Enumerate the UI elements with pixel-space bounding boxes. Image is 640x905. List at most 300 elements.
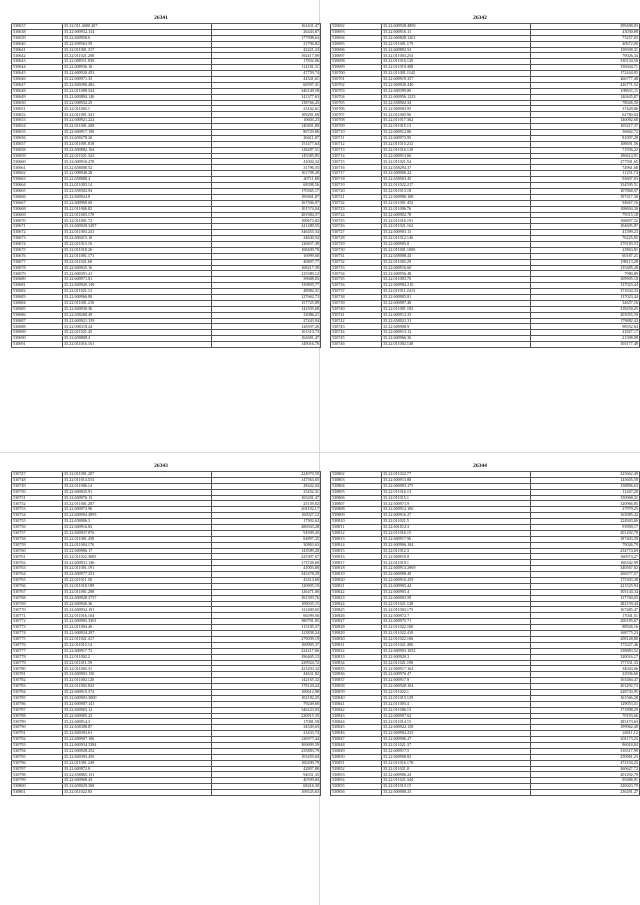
row-number-cell: 530668 [12,206,63,212]
cadastral-number-cell: 35.22.600916.11 [382,29,531,35]
row-number-cell: 530842 [331,707,382,713]
cadastral-number-cell: 35.22.011021.406 [382,642,531,648]
cadastral-number-cell: 35.22.600921.222 [63,118,212,124]
value-cell: 177331,33 [531,660,640,666]
row-number-cell: 530822 [331,589,382,595]
value-cell: 137760,03 [531,595,640,601]
value-cell: 162431,47 [212,24,321,30]
row-number-cell: 530675 [12,247,63,253]
value-cell: 173726,60 [212,560,321,566]
row-number-cell: 530649 [12,94,63,100]
value-cell: 104695,87 [531,224,640,230]
row-number-cell: 530661 [12,165,63,171]
row-number-cell: 530674 [12,241,63,247]
row-number-cell: 530689 [12,330,63,336]
cadastral-number-cell: 35.22.600906.17 [63,548,212,554]
row-number-cell: 530804 [331,483,382,489]
value-cell: 171898,29 [531,707,640,713]
row-number-cell: 530839 [331,689,382,695]
row-number-cell: 530819 [331,572,382,578]
cadastral-number-cell: 35.22.011014.533 [63,477,212,483]
row-number-cell: 530844 [331,719,382,725]
value-cell: 369699,59 [212,742,321,748]
row-number-cell: 530759 [12,542,63,548]
row-number-cell: 530838 [331,684,382,690]
row-number-cell: 530664 [12,183,63,189]
cadastral-number-cell: 35.22.011001.1142 [382,71,531,77]
row-number-cell: 530713 [331,147,382,153]
cadastral-number-cell: 35.22.600908.23 [382,790,531,796]
value-cell: 346149,58 [212,88,321,94]
cadastral-number-cell: 35.22.011016.191 [382,218,531,224]
row-number-cell: 530776 [12,642,63,648]
row-number-cell: 530833 [331,654,382,660]
value-cell: 230023,79 [531,784,640,790]
row-number-cell: 530780 [12,666,63,672]
cadastral-number-cell: 35.22.011019.408 [382,65,531,71]
row-number-cell: 530778 [12,654,63,660]
value-cell: 192417,09 [212,53,321,59]
page-title: 26341 [154,15,168,21]
value-cell: 163985,42 [531,513,640,519]
row-number-cell: 530641 [12,47,63,53]
cadastral-number-cell: 35.22.600913.2969 [382,566,531,572]
value-cell: 42807,80 [212,766,321,772]
value-cell: 34657,16 [531,300,640,306]
cadastral-number-cell: 35.22.011001.182 [382,306,531,312]
cadastral-number-cell: 35.22.600916.82 [63,525,212,531]
table-row [331,790,640,796]
row-number-cell: 530650 [12,100,63,106]
value-cell: 23433,74 [212,731,321,737]
row-number-cell: 530800 [12,784,63,790]
row-number-cell: 530827 [331,619,382,625]
value-cell: 151477,64 [212,141,321,147]
row-number-cell: 530766 [12,583,63,589]
row-number-cell: 530701 [331,77,382,83]
value-cell: 27979,25 [531,507,640,513]
row-number-cell: 530789 [12,719,63,725]
row-number-cell: 530638 [12,29,63,35]
cadastral-number-cell: 35.22.011003.4 [382,701,531,707]
value-cell: 44631,82 [212,672,321,678]
cadastral-number-cell: 35.22.011018.189 [63,583,212,589]
value-cell: 126597,26 [212,324,321,330]
cadastral-number-cell: 35.22.011019.1 [382,560,531,566]
value-cell: 170365,17 [212,188,321,194]
row-number-cell: 530820 [331,578,382,584]
cadastral-number-cell: 35.22.600926.36 [63,601,212,607]
cadastral-number-cell: 35.22.008946.28 [63,171,212,177]
row-number-cell: 530774 [12,631,63,637]
row-number-cell: 530856 [331,790,382,796]
value-cell: 39688,83 [212,277,321,283]
value-cell: 173327,46 [531,642,640,648]
value-cell: 11267,20 [531,489,640,495]
cadastral-number-cell: 35.22.011016.13 [382,489,531,495]
row-number-cell: 530807 [331,501,382,507]
row-number-cell: 530711 [331,135,382,141]
cadastral-number-cell: 35.22.600391.41 [63,271,212,277]
row-number-cell: 530717 [331,171,382,177]
row-number-cell: 530741 [331,312,382,318]
value-cell: 391393,76 [212,595,321,601]
row-number-cell: 530785 [12,695,63,701]
value-cell: 31796,82 [212,41,321,47]
value-cell: 86018,04 [531,742,640,748]
cadastral-number-cell: 35.22.011001.207 [63,501,212,507]
cadastral-number-cell: 35.22.600919.357 [382,77,531,83]
value-cell: 76225,95 [531,236,640,242]
row-number-cell: 530775 [12,636,63,642]
row-number-cell: 530798 [12,772,63,778]
cadastral-number-cell: 35.22.658029.368 [63,784,212,790]
cadastral-number-cell: 35.22.600907.62 [382,713,531,719]
value-cell: 102182,25 [212,695,321,701]
row-number-cell: 530782 [12,678,63,684]
value-cell: 320016,17 [531,654,640,660]
cadastral-number-cell: 35.22.600932.191 [63,607,212,613]
row-number-cell: 530648 [12,88,63,94]
page-26342 [330,14,638,348]
row-number-cell: 530722 [331,200,382,206]
row-number-cell: 530669 [12,212,63,218]
row-number-cell: 530708 [331,118,382,124]
value-cell: 98552,64 [531,324,640,330]
value-cell: 123838,24 [212,631,321,637]
cadastral-number-cell: 35.22.011001.171 [63,253,212,259]
value-cell: 101574,04 [212,206,321,212]
value-cell: 41004,32 [212,159,321,165]
cadastral-number-cell: 35.22.600928.3757 [63,595,212,601]
cadastral-number-cell: 35.22.658563.45 [382,177,531,183]
row-number-cell: 530730 [331,247,382,253]
value-cell: 236291,27 [531,790,640,796]
cadastral-number-cell: 35.22.600917.5 [382,748,531,754]
row-number-cell: 530773 [12,625,63,631]
value-cell: 40711,80 [212,177,321,183]
cadastral-number-cell: 35.22.600904.4895 [63,513,212,519]
row-number-cell: 530794 [12,748,63,754]
cadastral-number-cell: 35.22.600956.48 [382,271,531,277]
cadastral-number-cell: 35.22.658268.49 [63,312,212,318]
cadastral-number-cell: 35.22.600921.159 [63,318,212,324]
page-title: 26344 [473,463,487,469]
value-cell: 115185,37 [212,625,321,631]
cadastral-number-cell: 35.22.600396.482 [63,82,212,88]
value-cell: 279039,19 [212,636,321,642]
value-cell: 27443,94 [212,318,321,324]
value-cell: 40411,87 [212,135,321,141]
row-number-cell: 530647 [12,82,63,88]
row-number-cell: 530828 [331,625,382,631]
cadastral-number-cell: 35.22.600905.81 [382,294,531,300]
value-cell: 100290,79 [212,760,321,766]
value-cell: 162681,47 [212,336,321,342]
value-cell: 36602,72 [531,130,640,136]
value-cell: 161566,28 [531,695,640,701]
cadastral-number-cell: 35.22.011021.54 [382,159,531,165]
value-cell: 224943,60 [531,519,640,525]
cadastral-number-cell: 35.22.011003.241 [63,230,212,236]
value-cell: 48982,31 [212,289,321,295]
value-cell: 145585,85 [212,153,321,159]
cadastral-number-cell: 35.22.011003.76 [382,277,531,283]
value-cell: 346455,54 [212,230,321,236]
cadastral-number-cell: 35.22.011017.362 [382,118,531,124]
cadastral-number-cell: 35.22.011002.2 [63,654,212,660]
value-cell: 23863,81 [531,247,640,253]
value-cell: 121400,65 [212,607,321,613]
cadastral-number-cell: 35.22.600977.251 [63,572,212,578]
value-cell: 129053,51 [531,701,640,707]
cadastral-number-cell: 35.22.011022.410 [382,631,531,637]
cadastral-number-cell: 35.22.600931.146 [63,560,212,566]
cadastral-number-cell: 35.22.008936.16 [63,65,212,71]
cadastral-number-cell: 35.22.011001.249 [63,760,212,766]
cadastral-number-cell: 35.22.011012.146 [382,236,531,242]
cadastral-number-cell: 35.22.011021.60 [63,259,212,265]
row-number-cell: 530690 [12,336,63,342]
row-number-cell: 530665 [12,188,63,194]
row-number-cell: 530691 [12,342,63,348]
cadastral-number-cell: 35.22.600922.158 [382,725,531,731]
value-cell: 101798,29 [212,171,321,177]
row-number-cell: 530733 [331,265,382,271]
value-cell: 201173,25 [531,737,640,743]
row-number-cell: 530851 [331,760,382,766]
cadastral-number-cell: 35.22.600903.12 [63,707,212,713]
row-number-cell: 530770 [12,607,63,613]
value-cell: 21827,17 [531,330,640,336]
cadastral-number-cell: 35.22.011016.120 [382,59,531,65]
row-number-cell: 530784 [12,689,63,695]
cadastral-number-cell: 35.22.600907.40 [382,300,531,306]
row-number-cell: 530835 [331,666,382,672]
row-number-cell: 530705 [331,100,382,106]
value-cell: 472104,25 [531,760,640,766]
value-cell: 160927,12 [212,513,321,519]
row-number-cell: 530678 [12,265,63,271]
cadastral-number-cell: 35.22.658563.59 [63,41,212,47]
value-cell: 32086,21 [212,312,321,318]
row-number-cell: 530757 [12,530,63,536]
cadastral-number-cell: 35.22.011001.210 [63,300,212,306]
cadastral-number-cell: 35.22.600917.96 [382,536,531,542]
value-cell: 234774,69 [531,548,640,554]
table-row [12,790,321,796]
value-cell: 109035,15 [212,601,321,607]
row-number-cell: 530658 [12,147,63,153]
row-number-cell: 530783 [12,684,63,690]
row-number-cell: 530720 [331,188,382,194]
value-cell: 71956,22 [531,147,640,153]
row-number-cell: 530793 [12,742,63,748]
value-cell: 103459,04 [212,754,321,760]
value-cell: 208128,80 [531,636,640,642]
value-cell: 283173,63 [531,719,640,725]
row-number-cell: 530810 [331,519,382,525]
cadastral-number-cell: 35.22.600925.91 [63,489,212,495]
row-number-cell: 530745 [331,336,382,342]
value-cell: 178120,24 [212,684,321,690]
value-cell: 198113,28 [531,259,640,265]
row-number-cell: 530724 [331,212,382,218]
cadastral-number-cell: 35.22.011011.50 [63,578,212,584]
row-number-cell: 530753 [12,507,63,513]
cadastral-number-cell: 35.22.600908.83 [382,754,531,760]
row-number-cell: 530849 [331,748,382,754]
value-cell: 45414,60 [212,578,321,584]
value-cell: 177998,63 [212,35,321,41]
cadastral-number-cell: 35.22.600928.252 [63,748,212,754]
row-number-cell: 530702 [331,82,382,88]
row-number-cell: 530707 [331,112,382,118]
row-number-cell: 530694 [331,35,382,41]
cadastral-number-cell: 35.22.008311.830 [63,59,212,65]
row-number-cell: 530712 [331,141,382,147]
cadastral-number-cell: 35.22.658278.26 [63,135,212,141]
cadastral-number-cell: 35.22.008318.24 [63,324,212,330]
row-number-cell: 530824 [331,601,382,607]
cadastral-number-cell: 35.22.011001.268 [63,124,212,130]
cadastral-number-cell: 35.22.600916.259 [382,578,531,584]
row-number-cell: 530672 [12,230,63,236]
cadastral-number-cell: 35.22.011015.212 [382,141,531,147]
value-cell: 17081,59 [212,719,321,725]
row-number-cell: 530840 [331,695,382,701]
value-cell: 93990,17 [531,525,640,531]
value-cell: 109461,07 [212,194,321,200]
row-number-cell: 530768 [12,595,63,601]
row-number-cell: 530795 [12,754,63,760]
value-cell: 34630,54 [212,236,321,242]
cadastral-number-cell: 35.22.600905.4 [382,589,531,595]
cadastral-number-cell: 35.22.011001.208 [63,589,212,595]
cadastral-number-cell: 35.22.600924.8 [63,194,212,200]
page-gutter-horizontal [0,452,640,453]
value-cell: 62780,64 [531,112,640,118]
value-cell: 28442,04 [212,483,321,489]
row-number-cell: 530812 [331,530,382,536]
value-cell: 108694,30 [531,206,640,212]
row-number-cell: 530847 [331,737,382,743]
cadastral-number-cell: 35.22.600903.3000 [63,695,212,701]
row-number-cell: 530715 [331,159,382,165]
row-number-cell: 530814 [331,542,382,548]
row-number-cell: 530788 [12,713,63,719]
cadastral-number-cell: 35.22.600906.22 [382,171,531,177]
row-number-cell: 530659 [12,153,63,159]
cadastral-number-cell: 35.22.011016.129 [382,147,531,153]
row-number-cell: 530742 [331,318,382,324]
row-number-cell: 530727 [331,230,382,236]
cadastral-number-cell: 35.22.600968.43 [63,778,212,784]
cadastral-number-cell: 35.22.011013.18 [382,188,531,194]
row-number-cell: 530736 [331,283,382,289]
row-number-cell: 530796 [12,760,63,766]
page-title: 26343 [154,463,168,469]
cadastral-number-cell: 35.22.600903.13 [382,230,531,236]
row-number-cell: 530671 [12,224,63,230]
value-cell: 34549,63 [212,725,321,731]
row-number-cell: 530686 [12,312,63,318]
cadastral-number-cell: 35.22.011021.322 [63,153,212,159]
row-number-cell: 530743 [331,324,382,330]
row-number-cell: 530710 [331,130,382,136]
row-number-cell: 530817 [331,560,382,566]
value-cell: 81007,28 [531,135,640,141]
value-cell: 201292,73 [531,684,640,690]
cadastral-number-cell: 35.22.011002.120 [63,678,212,684]
row-number-cell: 530791 [12,731,63,737]
cadastral-number-cell: 35.22.600913.13 [382,330,531,336]
cadastral-number-cell: 35.22.600928.104 [382,684,531,690]
cadastral-number-cell: 35.22.011021.12 [63,289,212,295]
row-number-cell: 530657 [12,141,63,147]
value-cell: 106857,52 [531,218,640,224]
row-number-cell: 530843 [331,713,382,719]
value-cell: 228743,95 [531,689,640,695]
value-cell: 225662,49 [531,472,640,478]
value-cell: 109525,63 [212,790,321,796]
value-cell: 42421,23 [212,47,321,53]
row-number-cell: 530837 [331,678,382,684]
cadastral-number-cell: 35.22.011012.14 [63,642,212,648]
value-cell: 23162,61 [212,106,321,112]
row-number-cell: 530786 [12,701,63,707]
row-number-cell: 530663 [12,177,63,183]
row-number-cell: 530763 [12,566,63,572]
cadastral-number-cell: 35.22.600903.150 [63,672,212,678]
row-number-cell: 530670 [12,218,63,224]
value-cell: 60597,41 [212,82,321,88]
row-number-cell: 530779 [12,660,63,666]
value-cell: 282159,44 [531,601,640,607]
row-number-cell: 530667 [12,200,63,206]
cadastral-number-cell: 35.22.011018.26 [63,247,212,253]
value-cell: 399498,83 [531,24,640,30]
value-cell: 160974,27 [531,554,640,560]
cadastral-number-cell: 35.22.011003.254 [382,53,531,59]
row-number-cell: 530723 [331,206,382,212]
row-number-cell: 530680 [12,277,63,283]
cadastral-number-cell: 35.22.011021.37 [382,742,531,748]
cadastral-number-cell: 35.22.600907.141 [63,701,212,707]
cadastral-number-cell: 35.22.600920.440 [382,82,531,88]
row-number-cell: 530685 [12,306,63,312]
cadastral-number-cell: 35.22.011021.417 [63,636,212,642]
value-cell: 143605,59 [531,477,640,483]
row-number-cell: 530813 [331,536,382,542]
row-number-cell: 530683 [12,294,63,300]
row-number-cell: 530640 [12,41,63,47]
cadastral-number-cell: 35.22.011001.72 [63,218,212,224]
row-number-cell: 530725 [331,218,382,224]
value-cell: 156944,71 [531,65,640,71]
cadastral-number-cell: 35.22.600971.9 [382,501,531,507]
row-number-cell: 530809 [331,513,382,519]
value-cell: 23452,31 [212,489,321,495]
table-row [12,342,321,348]
cadastral-number-cell: 35.22.600972.96 [63,507,212,513]
cadastral-number-cell: 35.22.600917.162 [382,666,531,672]
value-cell: 79026,34 [531,53,640,59]
value-cell: 167506,07 [212,200,321,206]
value-cell: 105217,37 [531,124,640,130]
cadastral-number-cell: 35.22.011006.14 [63,483,212,489]
value-cell: 157725,89 [212,300,321,306]
